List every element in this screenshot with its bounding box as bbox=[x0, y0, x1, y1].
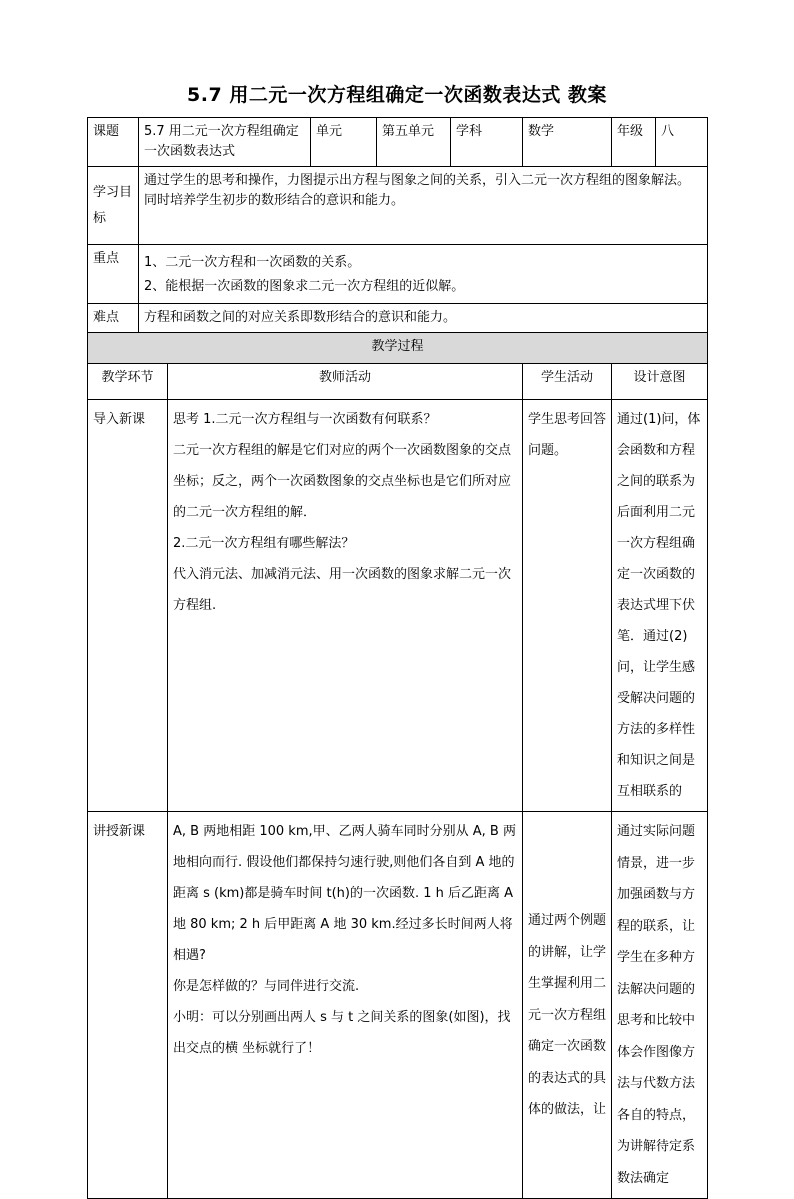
teacher-paragraph: 小明：可以分别画出两人 s 与 t 之间关系的图象(如图)，找出交点的横 坐标就行了！ bbox=[173, 1010, 511, 1056]
difficulty-row bbox=[88, 304, 708, 333]
design-intent-cell: 通过(1)问，体会函数和方程之间的联系为后面利用二元一次方程组确定一次函数的表达式埋下伏笔．通过(2)问，让学生感受解决问题的方法的多样性和知识之间是互相联系的 bbox=[612, 400, 708, 812]
goals-text: 通过学生的思考和操作，力图提示出方程与图象之间的关系，引入二元一次方程组的图象解法。同时培养学生初步的数形结合的意识和能力。 bbox=[139, 167, 708, 245]
goals-row bbox=[88, 167, 708, 245]
difficulty-label: 难点 bbox=[88, 304, 139, 333]
key-point-item: 1、二元一次方程和一次函数的关系。 bbox=[144, 255, 361, 270]
stage-cell: 讲授新课 bbox=[88, 812, 168, 1199]
teacher-paragraph: 思考 1.二元一次方程组与一次函数有何联系？ bbox=[173, 412, 437, 427]
grade-label: 年级 bbox=[612, 118, 656, 167]
key-point-item: 2、能根据一次函数的图象求二元一次方程组的近似解。 bbox=[144, 279, 465, 294]
header-intent: 设计意图 bbox=[612, 364, 708, 400]
header-teacher: 教师活动 bbox=[168, 364, 523, 400]
unit-value: 第五单元 bbox=[377, 118, 451, 167]
process-row-intro bbox=[88, 400, 708, 812]
subject-label: 学科 bbox=[451, 118, 523, 167]
grade-value: 八 bbox=[656, 118, 708, 167]
teacher-paragraph: 2.二元一次方程组有哪些解法？ bbox=[173, 536, 355, 551]
header-stage: 教学环节 bbox=[88, 364, 168, 400]
student-activity-cell: 通过两个例题的讲解，让学生掌握利用二元一次方程组确定一次函数的表达式的具体的做法，让 bbox=[523, 812, 612, 1199]
teacher-activity-cell bbox=[168, 812, 523, 1199]
difficulty-text: 方程和函数之间的对应关系即数形结合的意识和能力。 bbox=[139, 304, 708, 333]
header-student: 学生活动 bbox=[523, 364, 612, 400]
topic-label: 课题 bbox=[88, 118, 139, 167]
key-points-text bbox=[139, 245, 708, 304]
key-points-row bbox=[88, 245, 708, 304]
goals-label: 学习目标 bbox=[88, 167, 139, 245]
process-header-row bbox=[88, 364, 708, 400]
teacher-paragraph: 你是怎样做的？与同伴进行交流. bbox=[173, 979, 360, 994]
teacher-paragraph: 代入消元法、加减消元法、用一次函数的图象求解二元一次方程组. bbox=[173, 567, 512, 613]
key-points-label: 重点 bbox=[88, 245, 139, 304]
teacher-paragraph: 二元一次方程组的解是它们对应的两个一次函数图象的交点坐标；反之，两个一次函数图象的交点坐标也是它们所对应的二元一次方程组的解． bbox=[173, 443, 512, 520]
document-title: 5.7 用二元一次方程组确定一次函数表达式 教案 bbox=[187, 84, 607, 106]
student-activity-cell: 学生思考回答问题。 bbox=[523, 400, 612, 812]
unit-label: 单元 bbox=[311, 118, 377, 167]
design-intent-cell: 通过实际问题情景，进一步加强函数与方程的联系，让学生在多种方法解决问题的思考和比较中体会作图像方法与代数方法各自的特点，为讲解待定系数法确定 bbox=[612, 812, 708, 1199]
topic-value: 5.7 用二元一次方程组确定一次函数表达式 bbox=[139, 118, 311, 167]
info-row bbox=[88, 118, 708, 167]
stage-cell: 导入新课 bbox=[88, 400, 168, 812]
process-row-new-lesson bbox=[88, 812, 708, 1199]
process-heading: 教学过程 bbox=[88, 333, 708, 364]
subject-value: 数学 bbox=[523, 118, 612, 167]
teacher-activity-cell bbox=[168, 400, 523, 812]
teacher-paragraph: A, B 两地相距 100 km,甲、乙两人骑车同时分别从 A, B 两地相向而行. 假设他们都保持匀速行驶,则他们各自到 A 地的距离 s (km)都是骑车时间 t(h)的一次函数. 1 h 后乙距离 A 地 80 km; 2 h 后甲距离 A 地 30 km.经过多长时间两人将相遇? bbox=[173, 824, 516, 963]
process-heading-row bbox=[88, 333, 708, 364]
lesson-plan-table bbox=[87, 117, 708, 1199]
